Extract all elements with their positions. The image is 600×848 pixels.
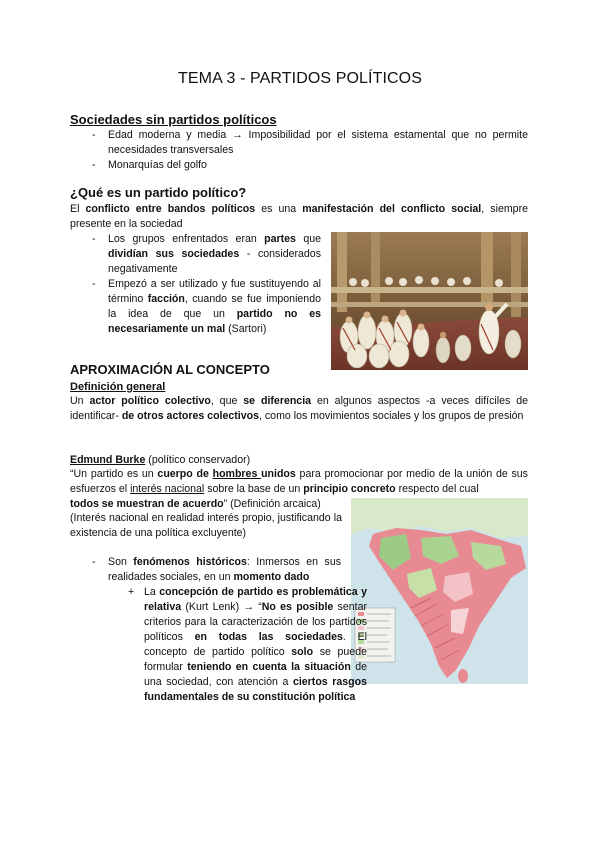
bullet-monarquias: Monarquías del golfo: [108, 159, 207, 171]
page-title: TEMA 3 - PARTIDOS POLÍTICOS: [178, 70, 422, 87]
bullet-fenomenos: Son fenómenos históricos: Inmersos en sus realidades sociales, en un momento dado: [108, 556, 342, 583]
burke-line: Edmund Burke (político conservador): [70, 454, 251, 466]
heading-que-es: ¿Qué es un partido político?: [70, 185, 247, 200]
paragraph-conflicto: El conflicto entre bandos políticos es una manifestación del conflicto social, siempre presente en la sociedad: [70, 203, 528, 230]
sub-bullet-lenk: La concepción de partido es problemática y relativa (Kurt Lenk) → “No es posible sentar criterios para la caracterización de los partidos políticos en todas las sociedades. El concepto de partido político solo se puede formular teniendo en cuenta la situación de una sociedad, con atención a ciertos rasgos fundamentales de su constitución política: [144, 586, 368, 703]
map-illustration: [351, 498, 528, 684]
bullet-dash: -: [92, 129, 96, 141]
bullet-plus: +: [128, 586, 135, 598]
bullet-edad-moderna: Edad moderna y media → Imposibilidad por el sistema estamental que no permite necesidades transversales: [108, 129, 528, 156]
bullet-grupos: Los grupos enfrentados eran partes que dividían sus sociedades - considerados negativamente: [108, 233, 321, 275]
paragraph-actor-colectivo: Un actor político colectivo, que se diferencia en algunos aspectos -a veces difíciles de identificar- de otros actores colectivos, como los movimientos sociales y los grupos de presión: [70, 395, 528, 422]
bullet-dash: -: [92, 159, 96, 171]
heading-sociedades: Sociedades sin partidos políticos: [70, 112, 277, 127]
india-map: [351, 498, 528, 684]
burke-quote: “Un partido es un cuerpo de hombres unidos para promocionar por medio de la unión de sus esfuerzos el interés nacional sobre la base de un principio concreto respecto del cual: [70, 468, 528, 495]
bullet-dash: -: [92, 556, 96, 568]
bullet-faccion: Empezó a ser utilizado y fue sustituyendo al término facción, cuando se fue imponiendo la idea de que un partido no es necesariamente un mal (Sartori): [108, 278, 321, 335]
subheading-definicion-general: Definición general: [70, 381, 166, 393]
painting-illustration: [331, 232, 528, 370]
burke-quote-end: todos se muestran de acuerdo” (Definición arcaica): [70, 498, 321, 510]
heading-aproximacion: APROXIMACIÓN AL CONCEPTO: [70, 362, 270, 377]
burke-note: (Interés nacional en realidad interés propio, justificando la existencia de una política excluyente): [70, 512, 342, 539]
roman-senate-painting: [331, 232, 528, 370]
bullet-dash: -: [92, 278, 96, 290]
bullet-dash: -: [92, 233, 96, 245]
